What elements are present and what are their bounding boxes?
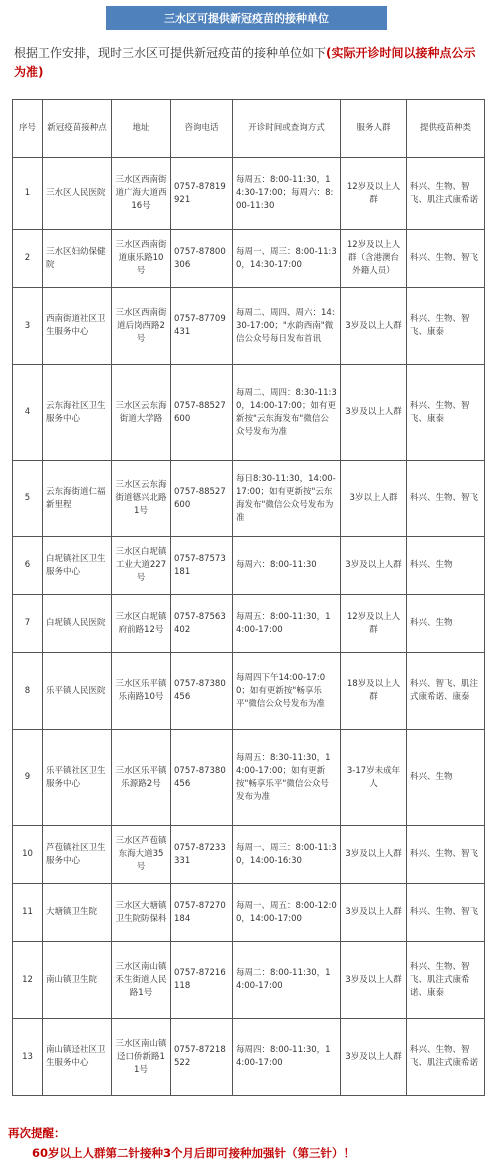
cell-hours: 每日8:30-11:30，14:00-17:00；如有更新按"云东海发布"微信公众号发布为准 bbox=[233, 461, 341, 537]
column-header-phone: 咨询电话 bbox=[171, 100, 233, 158]
cell-site: 芦苞镇社区卫生服务中心 bbox=[43, 826, 112, 884]
column-header-site: 新冠疫苗接种点 bbox=[43, 100, 112, 158]
cell-vaccines: 科兴、生物、智飞、肌注式康希诺 bbox=[407, 158, 485, 230]
cell-hours: 每周一、周三：8:00-11:30，14:30-17:00 bbox=[233, 230, 341, 288]
cell-phone: 0757-87270184 bbox=[171, 884, 233, 942]
column-header-population: 服务人群 bbox=[341, 100, 407, 158]
cell-hours: 每周二、周四、周六：14:30-17:00；"水韵西南"微信公众号每日发布首讯 bbox=[233, 288, 341, 365]
cell-hours: 每周四下午14:00-17:00；如有更新按"畅享乐平"微信公众号发布为准 bbox=[233, 653, 341, 730]
cell-vaccines: 科兴、生物、智飞 bbox=[407, 884, 485, 942]
cell-population: 3岁及以上人群 bbox=[341, 884, 407, 942]
cell-phone: 0757-87380456 bbox=[171, 653, 233, 730]
intro-highlight: (实际开诊时间以接种点公示为准) bbox=[14, 46, 476, 79]
cell-vaccines: 科兴、生物、智飞、肌注式康希诺、康泰 bbox=[407, 942, 485, 1019]
cell-phone: 0757-87233331 bbox=[171, 826, 233, 884]
cell-address: 三水区西南街道康乐路10号 bbox=[112, 230, 171, 288]
cell-population: 18岁及以上人群 bbox=[341, 653, 407, 730]
cell-address: 三水区南山镇禾生街道人民路1号 bbox=[112, 942, 171, 1019]
cell-site: 白坭镇社区卫生服务中心 bbox=[43, 537, 112, 595]
cell-phone: 0757-88527600 bbox=[171, 461, 233, 537]
page-title: 三水区可提供新冠疫苗的接种单位 bbox=[106, 6, 387, 30]
cell-index: 13 bbox=[13, 1019, 43, 1096]
cell-vaccines: 科兴、生物、智飞 bbox=[407, 230, 485, 288]
cell-hours: 每周二：8:00-11:30，14:00-17:00 bbox=[233, 942, 341, 1019]
cell-index: 9 bbox=[13, 730, 43, 826]
cell-address: 三水区西南街道广海大道西16号 bbox=[112, 158, 171, 230]
cell-index: 10 bbox=[13, 826, 43, 884]
table-row bbox=[13, 461, 485, 537]
cell-population: 3岁及以上人群 bbox=[341, 826, 407, 884]
cell-index: 12 bbox=[13, 942, 43, 1019]
cell-population: 3岁及以上人群 bbox=[341, 365, 407, 461]
cell-index: 6 bbox=[13, 537, 43, 595]
cell-vaccines: 科兴、生物、智飞、康泰 bbox=[407, 365, 485, 461]
cell-population: 3岁以上人群 bbox=[341, 461, 407, 537]
cell-population: 3岁及以上人群 bbox=[341, 537, 407, 595]
table-row bbox=[13, 942, 485, 1019]
cell-phone: 0757-87218522 bbox=[171, 1019, 233, 1096]
table-row bbox=[13, 653, 485, 730]
cell-site: 三水区人民医院 bbox=[43, 158, 112, 230]
cell-vaccines: 科兴、生物 bbox=[407, 730, 485, 826]
cell-phone: 0757-87800306 bbox=[171, 230, 233, 288]
cell-address: 三水区西南街道后岗西路2号 bbox=[112, 288, 171, 365]
cell-site: 西南街道社区卫生服务中心 bbox=[43, 288, 112, 365]
cell-index: 8 bbox=[13, 653, 43, 730]
cell-vaccines: 科兴、智飞、肌注式康希诺、康泰 bbox=[407, 653, 485, 730]
column-header-index: 序号 bbox=[13, 100, 43, 158]
table-row bbox=[13, 230, 485, 288]
cell-index: 7 bbox=[13, 595, 43, 653]
cell-population: 3岁及以上人群 bbox=[341, 942, 407, 1019]
cell-hours: 每周五：8:00-11:30，14:00-17:00 bbox=[233, 595, 341, 653]
table-row bbox=[13, 365, 485, 461]
cell-phone: 0757-87216118 bbox=[171, 942, 233, 1019]
cell-address: 三水区云东海街道德兴北路1号 bbox=[112, 461, 171, 537]
intro-text: 根据工作安排，现时三水区可提供新冠疫苗的接种单位如下 bbox=[14, 46, 327, 60]
cell-phone: 0757-87380456 bbox=[171, 730, 233, 826]
cell-address: 三水区乐平镇乐南路10号 bbox=[112, 653, 171, 730]
reminder-label: 再次提醒： bbox=[8, 1126, 66, 1140]
cell-address: 三水区白坭镇府前路12号 bbox=[112, 595, 171, 653]
table-header-row bbox=[13, 100, 485, 158]
cell-vaccines: 科兴、生物、智飞、肌注式康希诺 bbox=[407, 1019, 485, 1096]
table-row bbox=[13, 158, 485, 230]
cell-address: 三水区云东海街道大学路 bbox=[112, 365, 171, 461]
cell-vaccines: 科兴、生物 bbox=[407, 595, 485, 653]
cell-population: 3-17岁未成年人 bbox=[341, 730, 407, 826]
cell-site: 南山镇迳社区卫生服务中心 bbox=[43, 1019, 112, 1096]
cell-index: 2 bbox=[13, 230, 43, 288]
column-header-vaccines: 提供疫苗种类 bbox=[407, 100, 485, 158]
table-row bbox=[13, 288, 485, 365]
cell-site: 乐平镇人民医院 bbox=[43, 653, 112, 730]
cell-hours: 每周五：8:00-11:30，14:30-17:00；每周六：8:00-11:30 bbox=[233, 158, 341, 230]
cell-index: 1 bbox=[13, 158, 43, 230]
intro-paragraph bbox=[14, 44, 484, 82]
cell-population: 12岁及以上人群 bbox=[341, 595, 407, 653]
cell-vaccines: 科兴、生物 bbox=[407, 537, 485, 595]
cell-hours: 每周五：8:30-11:30，14:00-17:00；如有更新按"畅享乐平"微信公众号发布为准 bbox=[233, 730, 341, 826]
cell-hours: 每周一、周五：8:00-12:00，14:00-17:00 bbox=[233, 884, 341, 942]
table-row bbox=[13, 826, 485, 884]
cell-site: 白坭镇人民医院 bbox=[43, 595, 112, 653]
cell-phone: 0757-88527600 bbox=[171, 365, 233, 461]
cell-hours: 每周六：8:00-11:30 bbox=[233, 537, 341, 595]
cell-site: 云东海街道仁福新里程 bbox=[43, 461, 112, 537]
cell-hours: 每周四：8:00-11:30，14:00-17:00 bbox=[233, 1019, 341, 1096]
cell-index: 5 bbox=[13, 461, 43, 537]
cell-address: 三水区芦苞镇东海大道35号 bbox=[112, 826, 171, 884]
column-header-hours: 开诊时间或查询方式 bbox=[233, 100, 341, 158]
reminder bbox=[8, 1123, 488, 1163]
cell-site: 大塘镇卫生院 bbox=[43, 884, 112, 942]
cell-index: 11 bbox=[13, 884, 43, 942]
cell-phone: 0757-87819921 bbox=[171, 158, 233, 230]
cell-vaccines: 科兴、生物、智飞、康泰 bbox=[407, 288, 485, 365]
cell-population: 12岁及以上人群（含港澳台外籍人员） bbox=[341, 230, 407, 288]
cell-hours: 每周一、周三：8:00-11:30，14:00-16:30 bbox=[233, 826, 341, 884]
cell-index: 3 bbox=[13, 288, 43, 365]
cell-address: 三水区乐平镇乐源路2号 bbox=[112, 730, 171, 826]
cell-population: 12岁及以上人群 bbox=[341, 158, 407, 230]
cell-site: 云东海社区卫生服务中心 bbox=[43, 365, 112, 461]
cell-vaccines: 科兴、生物、智飞 bbox=[407, 826, 485, 884]
title-banner bbox=[106, 6, 391, 30]
reminder-text: 60岁以上人群第二针接种3个月后即可接种加强针（第三针）！ bbox=[32, 1146, 356, 1160]
table-body bbox=[13, 158, 485, 1096]
table-row bbox=[13, 595, 485, 653]
table-row bbox=[13, 537, 485, 595]
cell-index: 4 bbox=[13, 365, 43, 461]
cell-phone: 0757-87563402 bbox=[171, 595, 233, 653]
cell-phone: 0757-87573181 bbox=[171, 537, 233, 595]
cell-population: 3岁及以上人群 bbox=[341, 1019, 407, 1096]
cell-population: 3岁及以上人群 bbox=[341, 288, 407, 365]
cell-vaccines: 科兴、生物、智飞 bbox=[407, 461, 485, 537]
cell-site: 三水区妇幼保健院 bbox=[43, 230, 112, 288]
table-row bbox=[13, 1019, 485, 1096]
cell-address: 三水区大塘镇卫生院防保科 bbox=[112, 884, 171, 942]
cell-hours: 每周二、周四：8:30-11:30，14:00-17:00；如有更新按"云东海发布"微信公众号发布为准 bbox=[233, 365, 341, 461]
cell-address: 三水区南山镇迳口侨新路11号 bbox=[112, 1019, 171, 1096]
table-row bbox=[13, 884, 485, 942]
cell-phone: 0757-87709431 bbox=[171, 288, 233, 365]
cell-address: 三水区白坭镇工业大道227号 bbox=[112, 537, 171, 595]
table-row bbox=[13, 730, 485, 826]
cell-site: 南山镇卫生院 bbox=[43, 942, 112, 1019]
column-header-address: 地址 bbox=[112, 100, 171, 158]
cell-site: 乐平镇社区卫生服务中心 bbox=[43, 730, 112, 826]
vaccination-sites-table bbox=[12, 99, 485, 1096]
